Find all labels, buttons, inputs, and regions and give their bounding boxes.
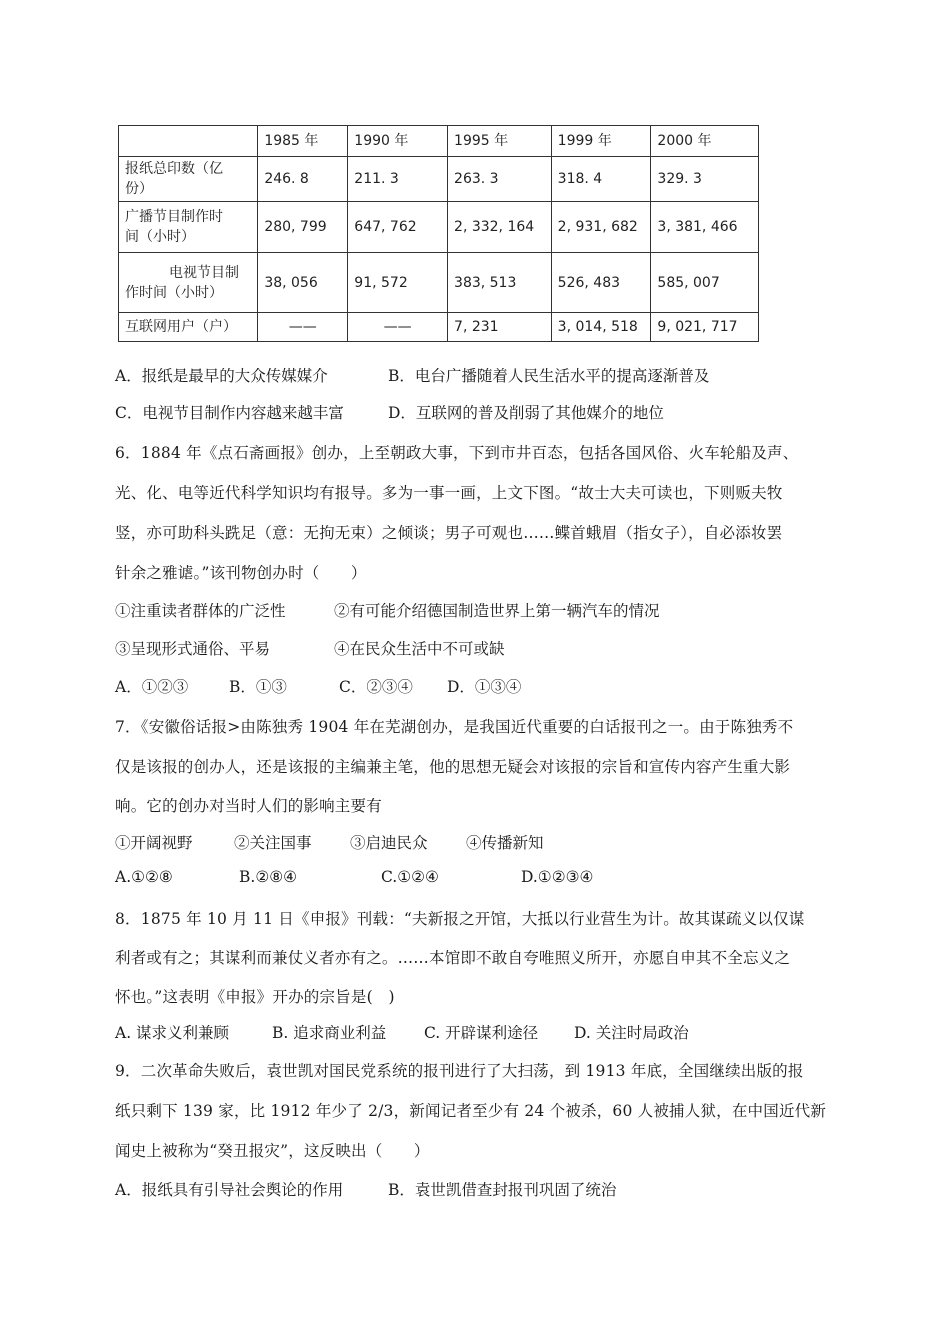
- q7-option-a: A.①②⑧: [115, 868, 173, 886]
- table-cell: ——: [348, 313, 448, 342]
- row-label-cell: [119, 253, 258, 313]
- table-cell: 280, 799: [258, 202, 348, 253]
- row-label-line: 份）: [125, 181, 153, 197]
- table-cell: ——: [258, 313, 348, 342]
- q8-stem-line: 8．1875 年 10 月 11 日《申报》刊载：“夫新报之开馆，大抵以行业营生为计。故其谋疏义以仅谋: [115, 910, 805, 928]
- table-cell: 3, 014, 518: [551, 313, 651, 342]
- table-row: [119, 157, 759, 202]
- row-label-line: 作时间（小时）: [125, 284, 223, 301]
- table-cell: 329. 3: [651, 157, 759, 202]
- q9-stem-line: 闻史上被称为“癸丑报灾”，这反映出（ ）: [115, 1142, 430, 1160]
- table-row: [119, 313, 759, 342]
- q8-option-c: C. 开辟谋利途径: [424, 1024, 539, 1042]
- q8-stem-line: 怀也。”这表明《申报》开办的宗旨是( ): [115, 988, 395, 1006]
- q7-option-b: B.②⑧④: [239, 868, 298, 886]
- q7-item: ③启迪民众: [350, 834, 428, 852]
- table-cell: 318. 4: [551, 157, 651, 202]
- q9-option-b: B．袁世凯借查封报刊巩固了统治: [388, 1181, 617, 1199]
- table-header-cell: [119, 126, 258, 157]
- q9-stem-line: 9．二次革命失败后，袁世凯对国民党系统的报刊进行了大扫荡，到 1913 年底，全国继续出版的报: [115, 1062, 804, 1080]
- table-row: [119, 202, 759, 253]
- row-label-cell: 互联网用户（户）: [119, 313, 258, 342]
- table-cell: 211. 3: [348, 157, 448, 202]
- q8-option-b: B. 追求商业利益: [272, 1024, 387, 1042]
- q7-stem-line: 响。它的创办对当时人们的影响主要有: [115, 797, 382, 815]
- row-label-cell: [119, 157, 258, 202]
- table-cell: 383, 513: [448, 253, 552, 313]
- q6-stem-line: 光、化、电等近代科学知识均有报导。多为一事一画，上文下图。“故士大夫可读也，下则贩夫牧: [115, 484, 783, 502]
- q9-stem-line: 纸只剩下 139 家，比 1912 年少了 2/3，新闻记者至少有 24 个被杀，60 人被捕人狱，在中国近代新: [115, 1102, 827, 1120]
- row-label-cell: [119, 202, 258, 253]
- row-label-line: 报纸总印数（亿: [125, 161, 223, 177]
- q6-option-b: B．①③: [229, 678, 287, 696]
- q6-item: ③呈现形式通俗、平易: [115, 640, 271, 658]
- row-label-line: 广播节目制作时: [125, 209, 223, 225]
- q7-option-d: D.①②③④: [521, 868, 594, 886]
- table-cell: 7, 231: [448, 313, 552, 342]
- q7-item: ④传播新知: [466, 834, 544, 852]
- q5-option-c: C．电视节目制作内容越来越丰富: [115, 404, 344, 422]
- q6-option-a: A．①②③: [115, 678, 189, 696]
- table-header-cell: 1995 年: [448, 126, 552, 157]
- row-label-line: 间（小时）: [125, 229, 195, 245]
- q7-stem-line: 7．《安徽俗话报>由陈独秀 1904 年在芜湖创办，是我国近代重要的白话报刊之一。由于陈独秀不: [115, 718, 794, 736]
- q9-option-a: A．报纸具有引导社会舆论的作用: [115, 1181, 344, 1199]
- q7-stem-line: 仅是该报的创办人，还是该报的主编兼主笔，他的思想无疑会对该报的宗旨和宣传内容产生重大影: [115, 758, 791, 776]
- table-header-cell: 1999 年: [551, 126, 651, 157]
- q6-option-d: D．①③④: [447, 678, 522, 696]
- q6-stem-line: 6．1884 年《点石斋画报》创办，上至朝政大事，下到市井百态，包括各国风俗、火车轮船及声、: [115, 444, 799, 462]
- table-cell: 91, 572: [348, 253, 448, 313]
- table-cell: 263. 3: [448, 157, 552, 202]
- q6-item: ④在民众生活中不可或缺: [334, 640, 505, 658]
- media-statistics-table: [118, 125, 759, 342]
- q6-stem-line: 针余之雅谑。”该刊物创办时（ ）: [115, 564, 367, 582]
- q6-item: ①注重读者群体的广泛性: [115, 602, 286, 620]
- table-header-cell: 1990 年: [348, 126, 448, 157]
- q5-option-b: B．电台广播随着人民生活水平的提高逐渐普及: [388, 367, 710, 385]
- table-cell: 526, 483: [551, 253, 651, 313]
- row-label-line: 电视节目制: [169, 264, 239, 281]
- q6-stem-line: 竖，亦可助科头跣足（意：无拘无束）之倾谈；男子可观也……鲽首蛾眉（指女子），自必添妆罢: [115, 524, 783, 542]
- table-cell: 647, 762: [348, 202, 448, 253]
- table-cell: 3, 381, 466: [651, 202, 759, 253]
- table-header-row: [119, 126, 759, 157]
- table-header-cell: 2000 年: [651, 126, 759, 157]
- q6-option-c: C．②③④: [339, 678, 413, 696]
- table-header-cell: 1985 年: [258, 126, 348, 157]
- table-cell: 38, 056: [258, 253, 348, 313]
- table-cell: 585, 007: [651, 253, 759, 313]
- q8-stem-line: 利者或有之；其谋利而兼仗义者亦有之。……本馆即不敢自夸唯照义所开，亦愿自申其不全忘义之: [115, 949, 791, 967]
- q5-option-a: A．报纸是最早的大众传媒媒介: [115, 367, 328, 385]
- table-row: [119, 253, 759, 313]
- table-cell: 2, 332, 164: [448, 202, 552, 253]
- q8-option-a: A. 谋求义利兼顾: [115, 1024, 230, 1042]
- q5-option-d: D．互联网的普及削弱了其他媒介的地位: [388, 404, 664, 422]
- table-cell: 2, 931, 682: [551, 202, 651, 253]
- q7-item: ①开阔视野: [115, 834, 193, 852]
- q6-item: ②有可能介绍德国制造世界上第一辆汽车的情况: [334, 602, 660, 620]
- table-cell: 246. 8: [258, 157, 348, 202]
- q8-option-d: D. 关注时局政治: [574, 1024, 689, 1042]
- q7-option-c: C.①②④: [381, 868, 439, 886]
- table-cell: 9, 021, 717: [651, 313, 759, 342]
- q7-item: ②关注国事: [234, 834, 312, 852]
